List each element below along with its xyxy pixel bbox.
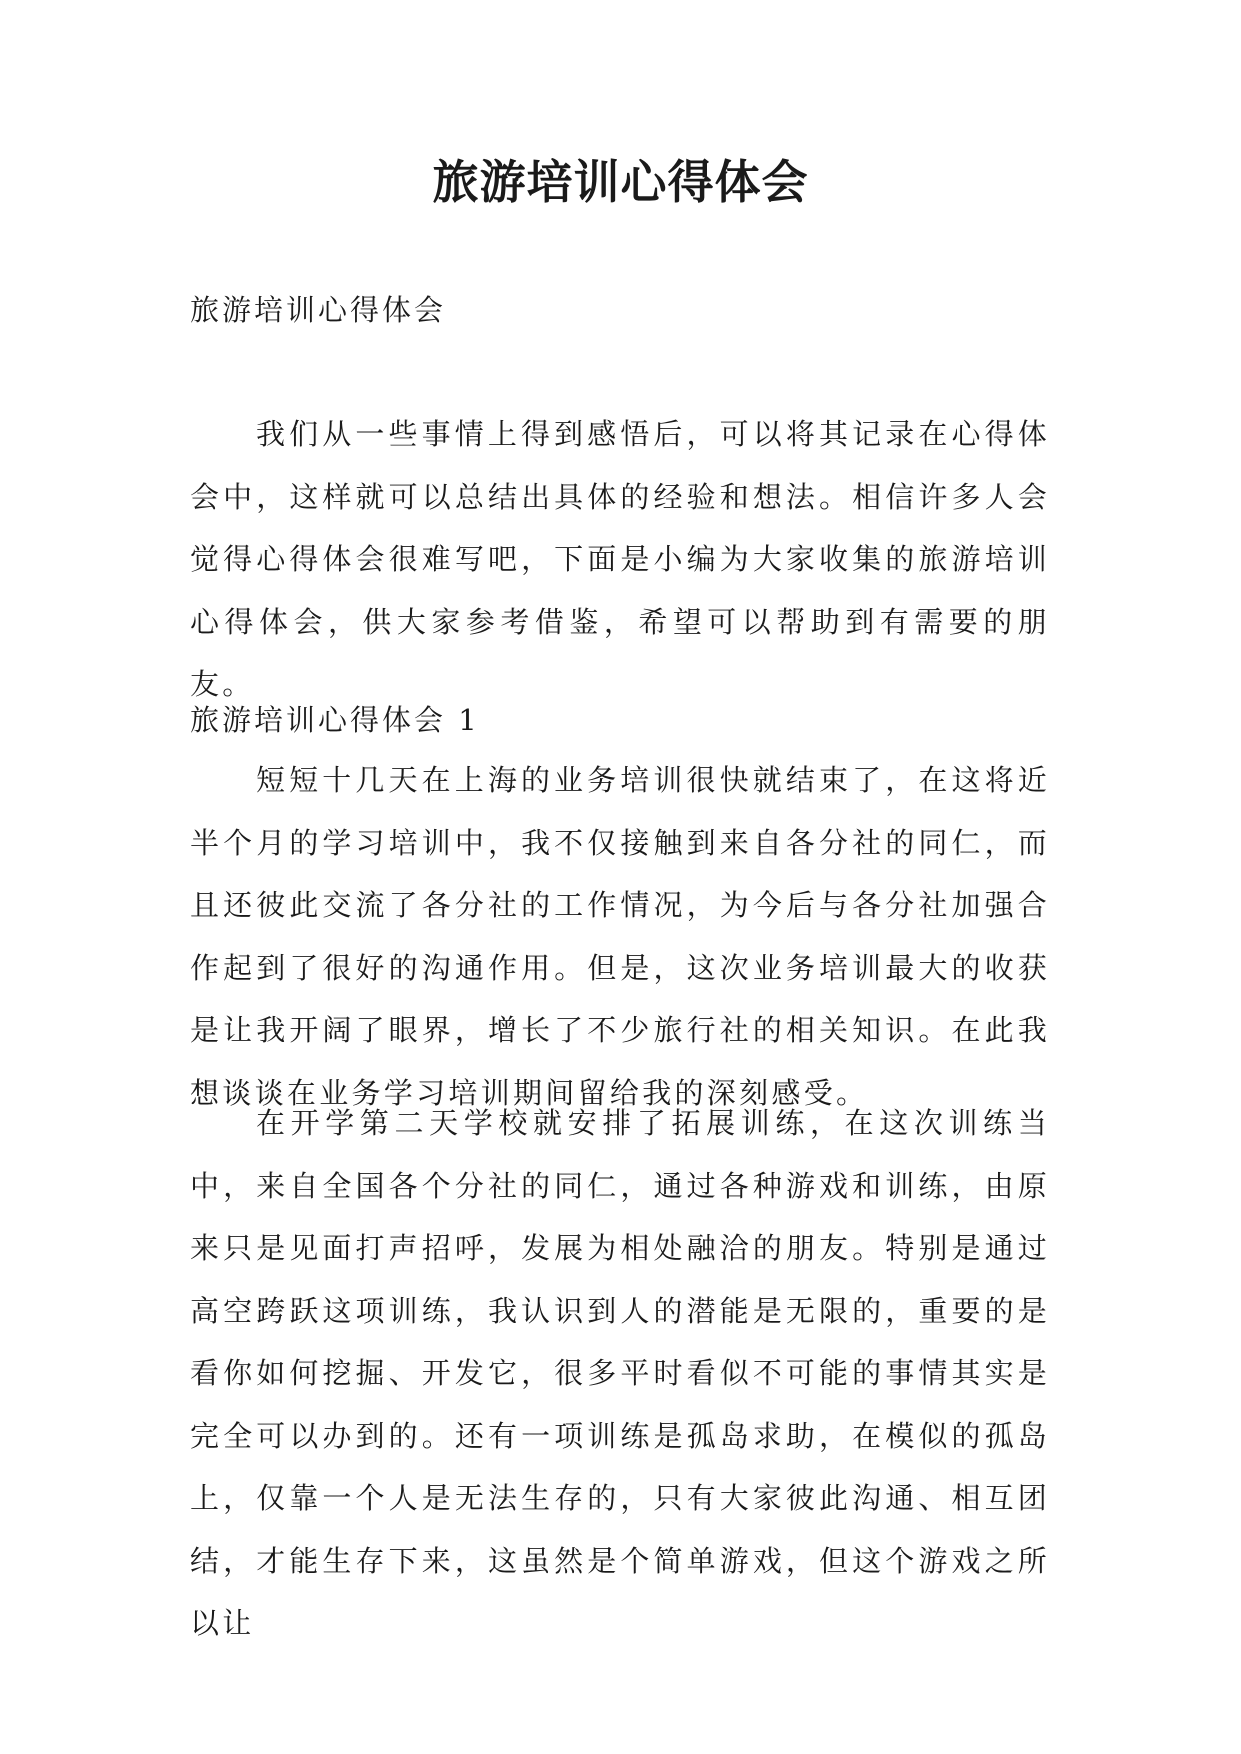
body-paragraph-2: 在开学第二天学校就安排了拓展训练，在这次训练当中，来自全国各个分社的同仁，通过各种游戏和训练，由原来只是见面打声招呼，发展为相处融洽的朋友。特别是通过高空跨跃这项训练，我认识到人的潜能是无限的，重要的是看你如何挖掘、开发它，很多平时看似不可能的事情其实是完全可以办到的。还有一项训练是孤岛求助，在模似的孤岛上，仅靠一个人是无法生存的，只有大家彼此沟通、相互团结，才能生存下来，这虽然是个简单游戏，但这个游戏之所以让 [190, 1106, 1050, 1640]
body-paragraph-1: 短短十几天在上海的业务培训很快就结束了，在这将近半个月的学习培训中，我不仅接触到来自各分社的同仁，而且还彼此交流了各分社的工作情况，为今后与各分社加强合作起到了很好的沟通作用。但是，这次业务培训最大的收获是让我开阔了眼界，增长了不少旅行社的相关知识。在此我想谈谈在业务学习培训期间留给我的深刻感受。 [190, 763, 1050, 1110]
document-subtitle: 旅游培训心得体会 [190, 293, 447, 327]
intro-paragraph: 我们从一些事情上得到感悟后，可以将其记录在心得体会中，这样就可以总结出具体的经验和想法。相信许多人会觉得心得体会很难写吧，下面是小编为大家收集的旅游培训心得体会，供大家参考借鉴，希望可以帮助到有需要的朋友。 [190, 417, 1050, 701]
section-heading: 旅游培训心得体会 1 [190, 703, 480, 737]
document-title: 旅游培训心得体会 [432, 155, 809, 209]
